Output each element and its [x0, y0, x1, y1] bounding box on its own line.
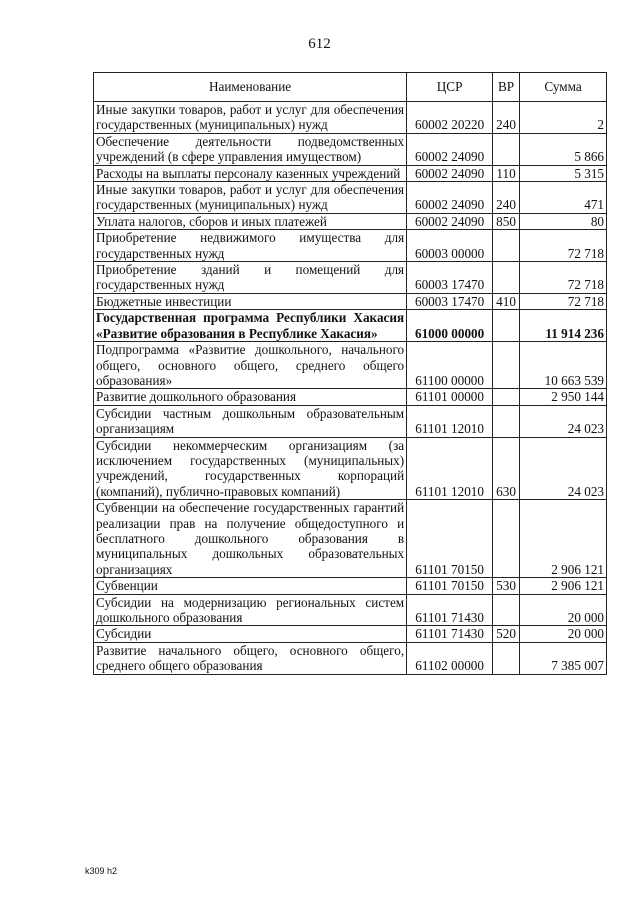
cell-sum: 2 906 121	[520, 578, 607, 594]
cell-sum: 5 866	[520, 133, 607, 165]
table-row	[94, 182, 607, 214]
table-row	[94, 437, 607, 500]
cell-vr	[493, 230, 520, 262]
table-body	[94, 102, 607, 675]
table-row	[94, 405, 607, 437]
cell-vr	[493, 642, 520, 674]
cell-csr: 61101 71430	[407, 594, 493, 626]
cell-sum: 72 718	[520, 230, 607, 262]
cell-name: Расходы на выплаты персоналу казенных учреждений	[94, 165, 407, 181]
cell-name: Развитие начального общего, основного общего, среднего общего образования	[94, 642, 407, 674]
cell-csr: 60003 17470	[407, 262, 493, 294]
cell-sum: 471	[520, 182, 607, 214]
cell-sum: 80	[520, 213, 607, 229]
table-row	[94, 578, 607, 594]
header-name: Наименование	[94, 73, 407, 102]
cell-vr	[493, 342, 520, 389]
cell-vr	[493, 310, 520, 342]
cell-csr: 61102 00000	[407, 642, 493, 674]
cell-name: Уплата налогов, сборов и иных платежей	[94, 213, 407, 229]
cell-vr	[493, 405, 520, 437]
cell-vr: 520	[493, 626, 520, 642]
cell-name: Иные закупки товаров, работ и услуг для обеспечения государственных (муниципальных) нужд	[94, 182, 407, 214]
cell-csr: 61101 70150	[407, 578, 493, 594]
cell-csr: 60003 00000	[407, 230, 493, 262]
cell-name: Субвенции на обеспечение государственных гарантий реализации прав на получение общедоступного и бесплатного дошкольного образования в муниципальных дошкольных образовательных организациях	[94, 500, 407, 578]
header-csr: ЦСР	[407, 73, 493, 102]
cell-vr: 410	[493, 293, 520, 309]
table-row	[94, 165, 607, 181]
cell-csr: 61101 00000	[407, 389, 493, 405]
cell-csr: 61101 70150	[407, 500, 493, 578]
cell-sum: 7 385 007	[520, 642, 607, 674]
cell-vr	[493, 262, 520, 294]
cell-vr: 240	[493, 102, 520, 134]
cell-sum: 5 315	[520, 165, 607, 181]
cell-csr: 61101 12010	[407, 405, 493, 437]
cell-name: Субсидии частным дошкольным образовательным организациям	[94, 405, 407, 437]
cell-csr: 60002 24090	[407, 213, 493, 229]
table-row	[94, 293, 607, 309]
cell-vr: 630	[493, 437, 520, 500]
cell-name: Бюджетные инвестиции	[94, 293, 407, 309]
cell-csr: 61101 71430	[407, 626, 493, 642]
cell-sum: 20 000	[520, 594, 607, 626]
cell-sum: 20 000	[520, 626, 607, 642]
cell-sum: 72 718	[520, 262, 607, 294]
table-row	[94, 133, 607, 165]
cell-name: Государственная программа Республики Хакасия «Развитие образования в Республике Хакасия»	[94, 310, 407, 342]
header-sum: Сумма	[520, 73, 607, 102]
cell-vr: 530	[493, 578, 520, 594]
table-row	[94, 642, 607, 674]
cell-name: Субвенции	[94, 578, 407, 594]
table-row	[94, 102, 607, 134]
cell-name: Развитие дошкольного образования	[94, 389, 407, 405]
cell-sum: 11 914 236	[520, 310, 607, 342]
cell-vr	[493, 133, 520, 165]
cell-vr	[493, 389, 520, 405]
table-row	[94, 342, 607, 389]
cell-name: Приобретение недвижимого имущества для государственных нужд	[94, 230, 407, 262]
table-row	[94, 230, 607, 262]
page-number: 612	[308, 36, 331, 52]
table-row	[94, 389, 607, 405]
cell-name: Субсидии	[94, 626, 407, 642]
cell-name: Субсидии на модернизацию региональных систем дошкольного образования	[94, 594, 407, 626]
cell-csr: 60002 20220	[407, 102, 493, 134]
cell-sum: 10 663 539	[520, 342, 607, 389]
table-row	[94, 594, 607, 626]
cell-name: Подпрограмма «Развитие дошкольного, начального общего, основного общего, среднего общего образования»	[94, 342, 407, 389]
cell-vr: 850	[493, 213, 520, 229]
footer-code: k309 h2	[85, 866, 118, 876]
cell-sum: 2 906 121	[520, 500, 607, 578]
cell-name: Обеспечение деятельности подведомственных учреждений (в сфере управления имуществом)	[94, 133, 407, 165]
budget-table	[93, 72, 607, 675]
cell-sum: 24 023	[520, 437, 607, 500]
cell-vr: 110	[493, 165, 520, 181]
cell-name: Субсидии некоммерческим организациям (за исключением государственных (муниципальных) учреждений, государственных корпораций (компаний), публично-правовых компаний)	[94, 437, 407, 500]
cell-sum: 24 023	[520, 405, 607, 437]
cell-csr: 60002 24090	[407, 165, 493, 181]
table-row	[94, 626, 607, 642]
table-row	[94, 310, 607, 342]
header-vr: ВР	[493, 73, 520, 102]
cell-csr: 60002 24090	[407, 182, 493, 214]
cell-csr: 60002 24090	[407, 133, 493, 165]
table-row	[94, 213, 607, 229]
cell-csr: 61100 00000	[407, 342, 493, 389]
cell-vr: 240	[493, 182, 520, 214]
cell-csr: 60003 17470	[407, 293, 493, 309]
cell-vr	[493, 594, 520, 626]
cell-csr: 61101 12010	[407, 437, 493, 500]
table-header-row	[94, 73, 607, 102]
cell-sum: 2 950 144	[520, 389, 607, 405]
cell-sum: 72 718	[520, 293, 607, 309]
cell-vr	[493, 500, 520, 578]
cell-csr: 61000 00000	[407, 310, 493, 342]
cell-name: Приобретение зданий и помещений для государственных нужд	[94, 262, 407, 294]
cell-name: Иные закупки товаров, работ и услуг для обеспечения государственных (муниципальных) нужд	[94, 102, 407, 134]
table-row	[94, 262, 607, 294]
cell-sum: 2	[520, 102, 607, 134]
table-row	[94, 500, 607, 578]
